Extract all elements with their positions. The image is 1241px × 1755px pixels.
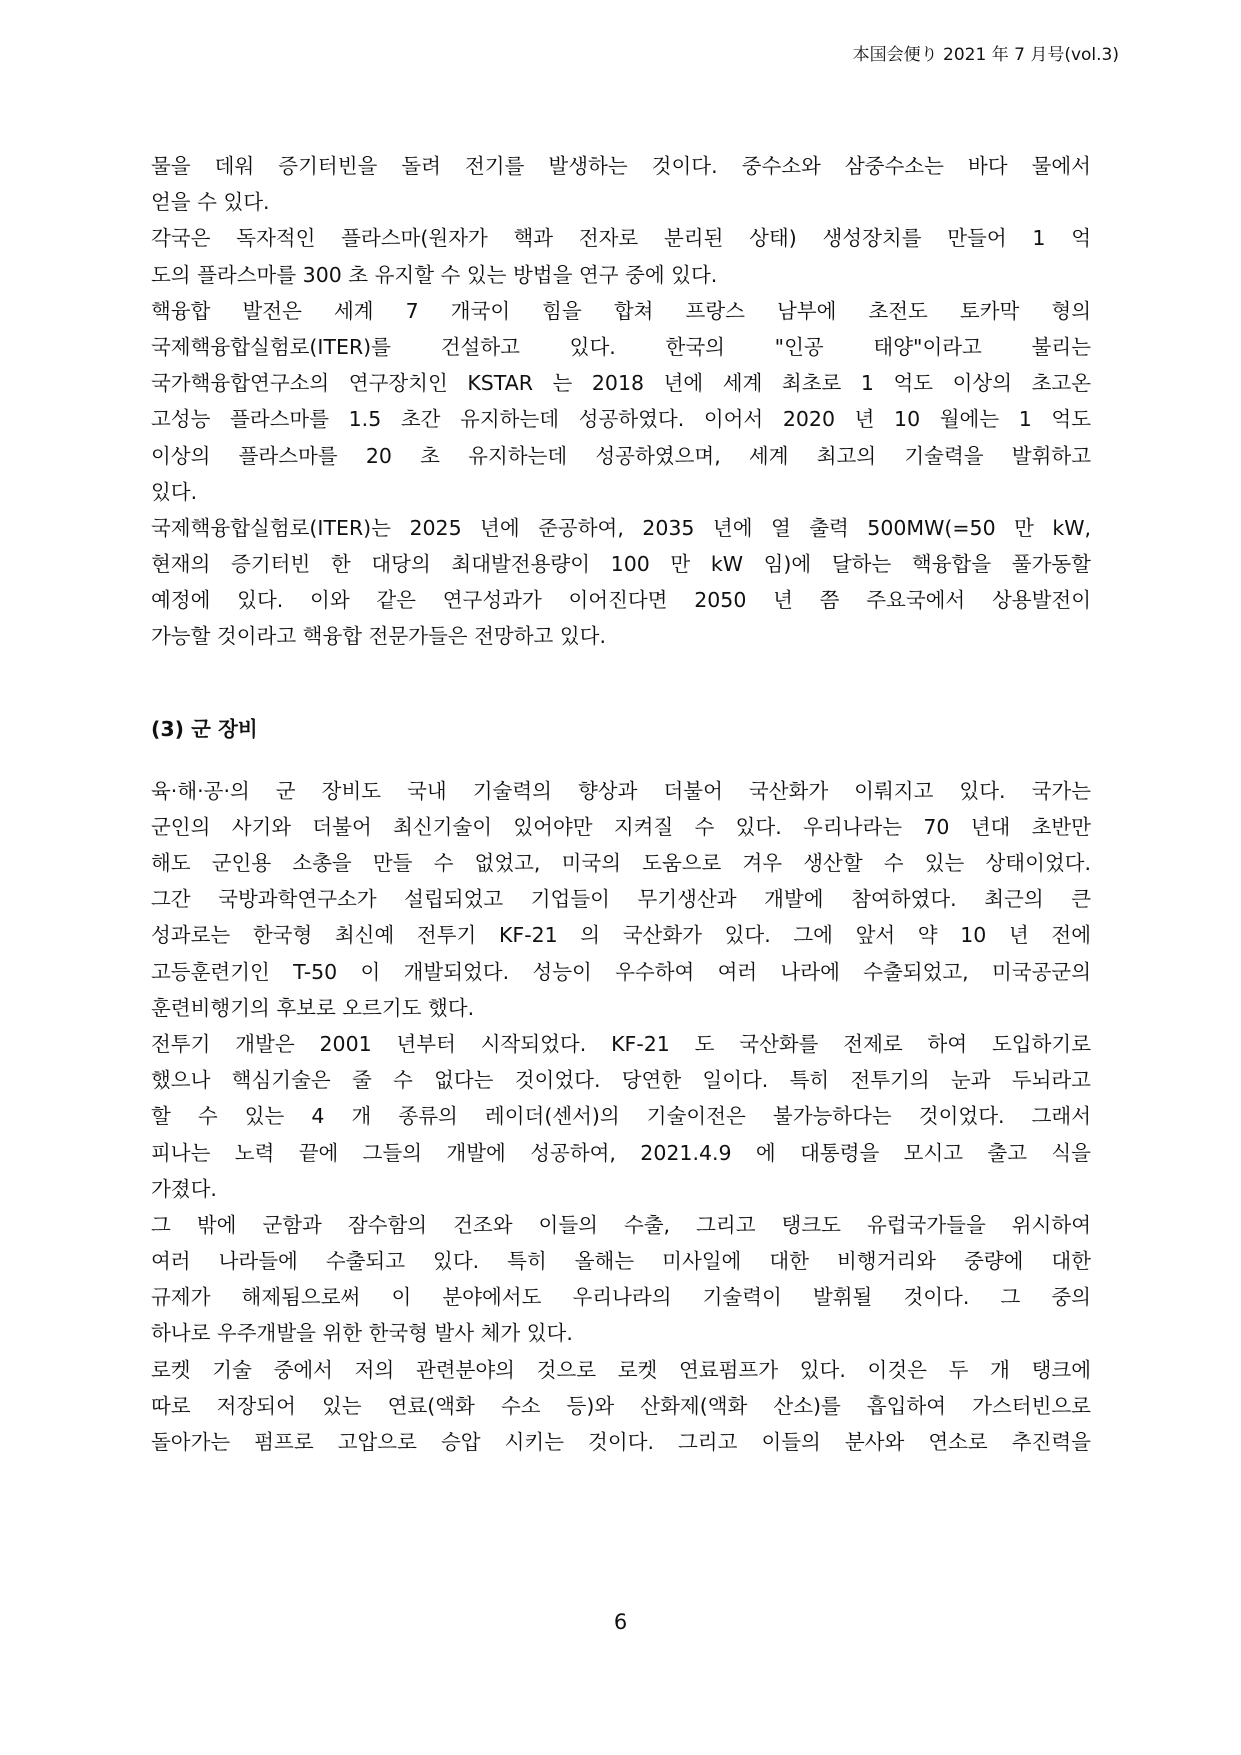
text-line: 가졌다. — [151, 1176, 217, 1201]
text-line: 피나는 노력 끝에 그들의 개발에 성공하여, 2021.4.9 에 대통령을 모시고 출고 식을 — [151, 1140, 1091, 1165]
text-line: 여러 나라들에 수출되고 있다. 특히 올해는 미사일에 대한 비행거리와 중량에 대한 — [151, 1249, 1091, 1274]
text-line: 그간 국방과학연구소가 설립되었고 기업들이 무기생산과 개발에 참여하였다. 최근의 큰 — [151, 887, 1091, 912]
text-line: 있다. — [151, 479, 198, 504]
text-line: 해도 군인용 소총을 만들 수 없었고, 미국의 도움으로 겨우 생산할 수 있는 상태이었다. — [151, 851, 1091, 875]
text-line: 훈련비행기의 후보로 오르기도 했다. — [151, 995, 475, 1020]
text-line: 고등훈련기인 T-50 이 개발되었다. 성능이 우수하여 여러 나라에 수출되었고, 미국공군의 — [151, 959, 1091, 984]
text-line: 각국은 독자적인 플라스마(원자가 핵과 전자로 분리된 상태) 생성장치를 만들어 1 억 — [151, 226, 1091, 251]
text-line: 육·해·공·의 군 장비도 국내 기술력의 향상과 더불어 국산화가 이뤄지고 있다. 국가는 — [151, 778, 1091, 803]
text-line: 따로 저장되어 있는 연료(액화 수소 등)와 산화제(액화 산소)를 흡입하여 가스터빈으로 — [151, 1393, 1091, 1418]
paragraph-block-military — [151, 773, 1091, 1461]
text-line: 할 수 있는 4 개 종류의 레이더(센서)의 기술이전은 불가능하다는 것이었다. 그래서 — [151, 1104, 1091, 1129]
text-line: 국가핵융합연구소의 연구장치인 KSTAR 는 2018 년에 세계 최초로 1 억도 이상의 초고온 — [151, 371, 1091, 396]
text-line: 국제핵융합실험로(ITER)를 건설하고 있다. 한국의 "인공 태양"이라고 불리는 — [151, 334, 1091, 359]
document-body — [151, 148, 1091, 1460]
text-line: 도의 플라스마를 300 초 유지할 수 있는 방법을 연구 중에 있다. — [151, 262, 718, 287]
page-number: 6 — [613, 1610, 628, 1634]
text-line: 규제가 해제됨으로써 이 분야에서도 우리나라의 기술력이 발휘될 것이다. 그 중의 — [151, 1285, 1091, 1310]
page-header: 本国会便り 2021 年 7 月号(vol.3) — [852, 45, 1119, 65]
text-line: 국제핵융합실험로(ITER)는 2025 년에 준공하여, 2035 년에 열 출력 500MW(=50 만 kW, — [151, 515, 1091, 540]
section-heading: (3) 군 장비 — [151, 716, 258, 741]
text-line: 핵융합 발전은 세계 7 개국이 힘을 합쳐 프랑스 남부에 초전도 토카막 형의 — [151, 298, 1091, 323]
text-line: 돌아가는 펌프로 고압으로 승압 시키는 것이다. 그리고 이들의 분사와 연소로 추진력을 — [151, 1430, 1091, 1454]
text-line: 현재의 증기터빈 한 대당의 최대발전용량이 100 만 kW 임)에 달하는 핵융합을 풀가동할 — [151, 552, 1091, 577]
text-line: 그 밖에 군함과 잠수함의 건조와 이들의 수출, 그리고 탱크도 유럽국가들을 위시하여 — [151, 1212, 1091, 1237]
paragraph-block-fusion — [151, 148, 1091, 655]
text-line: 군인의 사기와 더불어 최신기술이 있어야만 지켜질 수 있다. 우리나라는 70 년대 초반만 — [151, 814, 1091, 839]
text-line: 하나로 우주개발을 위한 한국형 발사 체가 있다. — [151, 1321, 573, 1346]
text-line: 했으나 핵심기술은 줄 수 없다는 것이었다. 당연한 일이다. 특히 전투기의 눈과 두뇌라고 — [151, 1068, 1091, 1093]
text-line: 고성능 플라스마를 1.5 초간 유지하는데 성공하였다. 이어서 2020 년 10 월에는 1 억도 — [151, 407, 1091, 432]
text-line: 이상의 플라스마를 20 초 유지하는데 성공하였으며, 세계 최고의 기술력을 발휘하고 — [151, 443, 1091, 468]
text-line: 가능할 것이라고 핵융합 전문가들은 전망하고 있다. — [151, 624, 606, 649]
text-line: 로켓 기술 중에서 저의 관련분야의 것으로 로켓 연료펌프가 있다. 이것은 두 개 탱크에 — [151, 1357, 1091, 1382]
text-line: 전투기 개발은 2001 년부터 시작되었다. KF-21 도 국산화를 전제로 하여 도입하기로 — [151, 1031, 1091, 1056]
text-line: 물을 데워 증기터빈을 돌려 전기를 발생하는 것이다. 중수소와 삼중수소는 바다 물에서 — [151, 154, 1091, 178]
text-line: 성과로는 한국형 최신예 전투기 KF-21 의 국산화가 있다. 그에 앞서 약 10 년 전에 — [151, 923, 1091, 948]
text-line: 예정에 있다. 이와 같은 연구성과가 이어진다면 2050 년 쯤 주요국에서 상용발전이 — [151, 588, 1091, 613]
text-line: 얻을 수 있다. — [151, 190, 270, 215]
